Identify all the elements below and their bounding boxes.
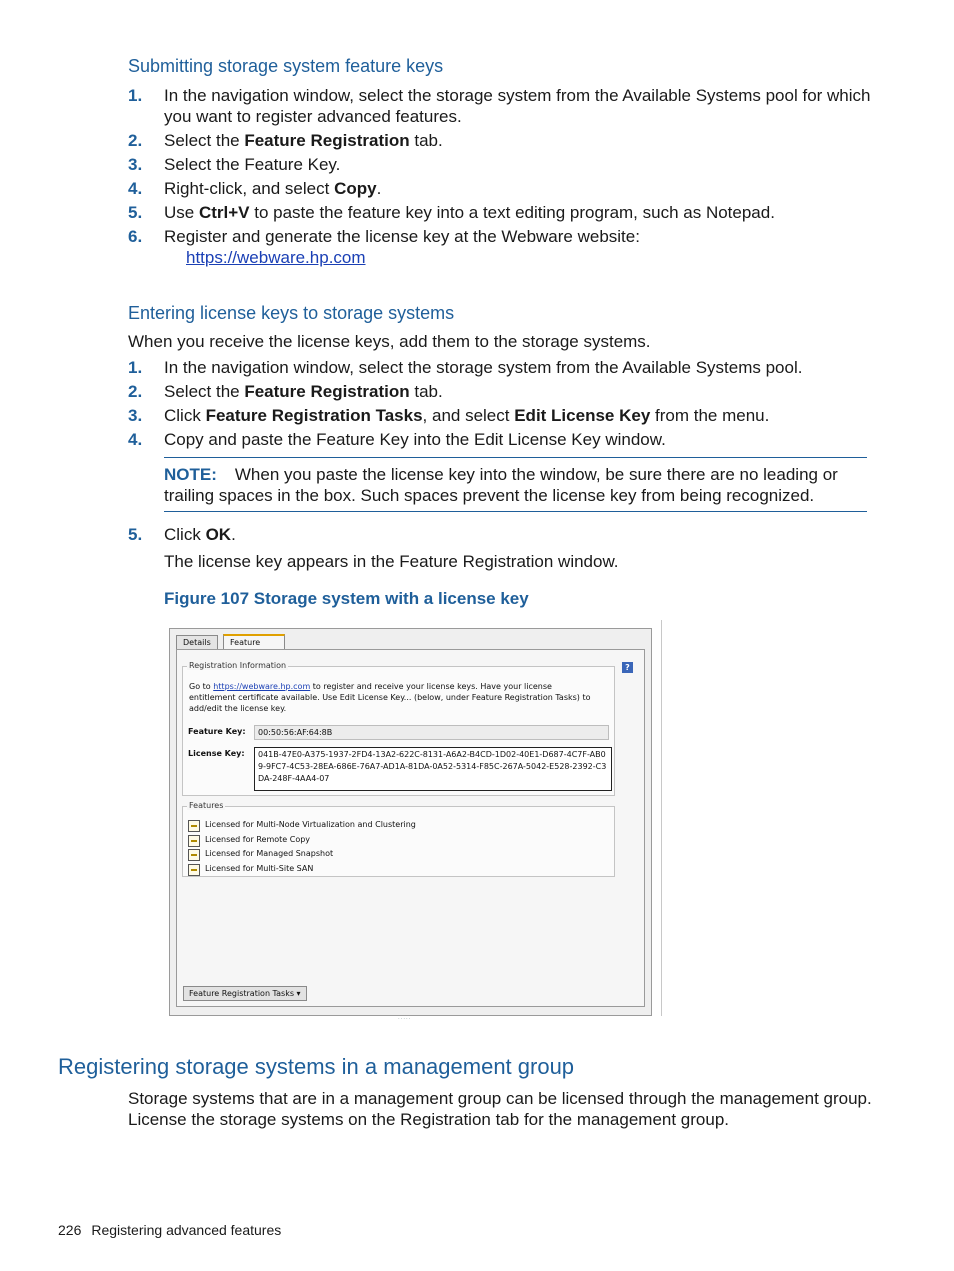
group-title: Features <box>189 801 224 810</box>
list-item: 3. Click Feature Registration Tasks, and select Edit License Key from the menu. <box>128 406 770 425</box>
list-item: 1. In the navigation window, select the storage system from the Available Systems pool. <box>128 358 803 377</box>
license-key-icon <box>188 820 200 832</box>
list-item: 5. Click OK. <box>128 525 236 544</box>
tab-feature-registration[interactable]: Feature <box>223 634 285 650</box>
feature-registration-tasks-button[interactable]: Feature Registration Tasks ▾ <box>183 986 307 1001</box>
enter-steps-list-cont <box>128 524 873 548</box>
section-heading-submitting: Submitting storage system feature keys <box>128 56 444 76</box>
section-heading-registering: Registering storage systems in a management group <box>58 1054 575 1079</box>
features-group <box>182 801 615 877</box>
license-key-field[interactable]: 041B-47E0-A375-1937-2FD4-13A2-622C-8131-A6A2-B4CD-1D02-40E1-D687-4C7F-AB09-9FC7-4C53-28EA-686E-76A7-AD1A-81DA-0A52-5314-F85C-267A-5042-E528-2392-C3DA-248F-4AA4-07 <box>254 747 612 791</box>
page-footer <box>58 1222 281 1238</box>
page-number: 226 <box>58 1222 82 1238</box>
figure-divider <box>661 620 662 1016</box>
help-icon[interactable]: ? <box>622 662 633 673</box>
tab-details[interactable]: Details <box>176 635 218 649</box>
note-text: When you paste the license key into the window, be sure there are no leading or trailing spaces in the box. Such spaces prevent the license key from being recognized. <box>164 465 838 505</box>
chevron-down-icon: ▾ <box>296 989 301 998</box>
step5-result: The license key appears in the Feature Registration window. <box>164 552 619 571</box>
list-item: 5. Use Ctrl+V to paste the feature key into a text editing program, such as Notepad. <box>128 203 775 222</box>
list-item: 2. Select the Feature Registration tab. <box>128 382 443 401</box>
feature-registration-screenshot <box>169 628 652 1016</box>
registration-info-group <box>182 661 615 796</box>
enter-steps-list <box>128 357 873 453</box>
list-item: Licensed for Managed Snapshot <box>188 847 416 862</box>
webware-link[interactable]: https://webware.hp.com <box>186 248 366 267</box>
webware-link-small[interactable]: https://webware.hp.com <box>213 682 311 691</box>
list-item: Licensed for Remote Copy <box>188 833 416 848</box>
section-heading-entering: Entering license keys to storage systems <box>128 303 455 323</box>
registration-info-text: Go to https://webware.hp.com to register and receive your license keys. Have your license entitlement certificate available. Use Edit License Key... (below, under Feature Registration Tasks) to add/edit the license key. <box>189 682 591 713</box>
list-item: 2. Select the Feature Registration tab. <box>128 131 443 150</box>
feature-key-field[interactable]: 00:50:56:AF:64:8B <box>254 725 609 740</box>
intro-text: When you receive the license keys, add them to the storage systems. <box>128 332 651 351</box>
list-item: 3. Select the Feature Key. <box>128 155 341 174</box>
figure-bottom-mark: ..... <box>398 1015 412 1021</box>
list-item: 4. Right-click, and select Copy. <box>128 179 382 198</box>
tab-panel <box>176 649 645 1007</box>
license-key-icon <box>188 849 200 861</box>
note-box <box>164 457 867 512</box>
list-item: Licensed for Multi-Node Virtualization and Clustering <box>188 818 416 833</box>
list-item: 1. In the navigation window, select the storage system from the Available Systems pool for which you want to register advanced features. <box>128 86 871 126</box>
footer-title: Registering advanced features <box>91 1222 282 1238</box>
license-key-icon <box>188 835 200 847</box>
note-label: NOTE: <box>164 465 217 484</box>
list-item: Licensed for Multi-Site SAN <box>188 862 416 877</box>
figure-caption: Figure 107 Storage system with a license key <box>164 589 529 608</box>
license-key-icon <box>188 864 200 876</box>
features-list <box>188 818 416 876</box>
license-key-label: License Key: <box>188 749 245 758</box>
feature-key-label: Feature Key: <box>188 727 246 736</box>
list-item: 4. Copy and paste the Feature Key into the Edit License Key window. <box>128 430 666 449</box>
submit-steps-list <box>128 85 873 271</box>
list-item: 6. Register and generate the license key at the Webware website: https://webware.hp.com <box>128 227 640 267</box>
group-title: Registration Information <box>189 661 287 670</box>
section3-body: Storage systems that are in a management group can be licensed through the management group. License the storage systems on the Registration tab for the management group. <box>128 1089 872 1129</box>
